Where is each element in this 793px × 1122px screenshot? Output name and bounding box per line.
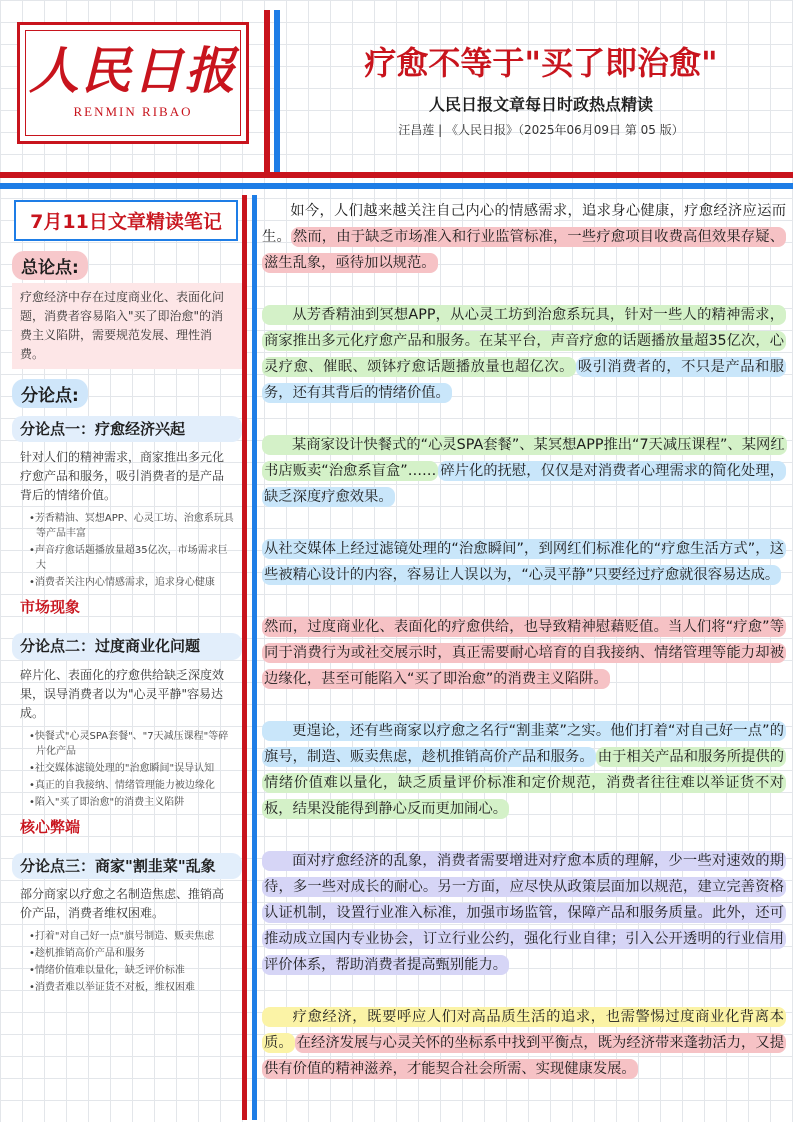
p2-text: 从芳香精油到冥想APP，从心灵工坊到治愈系玩具，针对一些人的精神需求，商家推出多元化疗愈产品和服务。在某平台，声音疗愈的话题播放量超35亿次，心灵疗愈、催眠、颂钵疗愈话题播放量也超亿次。 xyxy=(264,307,784,375)
p6-text: 更遑论，还有些商家以疗愈之名行“割韭菜”之实。他们打着“对自己好一点”的旗号，制造、贩卖焦虑，趁机推销高价产品和服务。 xyxy=(264,723,784,765)
newspaper-logo xyxy=(17,22,249,144)
point-three-bullets xyxy=(12,925,242,995)
p1-intro: 如今，人们越来越关注自己内心的情感需求，追求身心健康，疗愈经济应运而生。 xyxy=(262,203,786,245)
article-paragraph-2 xyxy=(262,302,786,406)
p8-highlight-red: 在经济发展与心灵关怀的坐标系中找到平衡点，既为经济带来蓬勃活力，又提供有价值的精神滋养，才能契合社会所需、实现健康发展。 xyxy=(264,1035,784,1077)
point-two-desc: 碎片化、表面化的疗愈供给缺乏深度效果，误导消费者以为"心灵平静"容易达成。 xyxy=(20,667,225,720)
list-item: •消费者难以举证货不对板，维权困难 xyxy=(29,981,195,993)
point-three-title: 分论点三：商家"割韭菜"乱象 xyxy=(12,853,242,879)
column-divider-blue xyxy=(252,195,257,1120)
p1-highlight: 然而，由于缺乏市场准入和行业监管标准，一些疗愈项目收费高但效果存疑、滋生乱象，亟待加以规范。 xyxy=(264,229,785,271)
column-divider-red xyxy=(242,195,247,1120)
p4-highlight-blue: 从社交媒体上经过滤镜处理的“治愈瞬间”，到网红们标准化的“疗愈生活方式”，这些被精心设计的内容，容易让人误以为，“心灵平静”只要经过疗愈就很容易达成。 xyxy=(264,541,784,583)
list-item: •陷入"买了即治愈"的消费主义陷阱 xyxy=(29,796,185,808)
point-two-bullets xyxy=(12,725,242,810)
article-byline: 汪昌莲 | 《人民日报》（2025年06月09日 第 05 版） xyxy=(398,123,684,138)
article-paragraph-3 xyxy=(262,432,786,510)
p6-highlight-green: 由于相关产品和服务所提供的情绪价值难以量化，缺乏质量评价标准和定价规范，消费者往往难以举证货不对板，结果没能得到静心反而更加闹心。 xyxy=(264,749,785,817)
p5-highlight-red: 然而，过度商业化、表面化的疗愈供给，也导致精神慰藉贬值。当人们将“疗愈”等同于消费行为或社交展示时，真正需要耐心培育的自我接纳、情绪管理等能力却被边缘化，甚至可能陷入“买了即治愈”的消费主义陷阱。 xyxy=(264,619,784,687)
point-one-title: 分论点一：疗愈经济兴起 xyxy=(12,416,242,442)
article-paragraph-7 xyxy=(262,848,786,978)
p3-text: 某商家设计快餐式的“心灵SPA套餐”、某冥想APP推出“7天减压课程”、某网红书店贩卖“治愈系盲盒”…… xyxy=(264,437,785,479)
page-header xyxy=(296,44,786,138)
article-paragraph-6 xyxy=(262,718,786,822)
header-divider-blue xyxy=(274,10,280,174)
notes-column xyxy=(12,200,242,997)
article-paragraph-4 xyxy=(262,536,786,588)
overall-argument-text: 疗愈经济中存在过度商业化、表面化问题，消费者容易陷入"买了即治愈"的消费主义陷阱，需要规范发展、理性消费。 xyxy=(12,283,242,369)
notes-title: 7月11日文章精读笔记 xyxy=(14,200,238,241)
list-item: •打着"对自己好一点"旗号制造、贩卖焦虑 xyxy=(29,930,215,942)
list-item: •快餐式"心灵SPA套餐"、"7天减压课程"等碎片化产品 xyxy=(29,730,229,757)
p7-text: 面对疗愈经济的乱象，消费者需要增进对疗愈本质的理解，少一些对速效的期待，多一些对成长的耐心。另一方面，应尽快从政策层面加以规范，建立完善资格认证机制，设置行业准入标准，加强市场监管，保障产品和服务质量。此外，还可推动成立国内专业协会，订立行业公约，强化行业自律；引入公开透明的行业信用评价体系，帮助消费者提高甄别能力。 xyxy=(264,853,784,973)
p8-text: 疗愈经济，既要呼应人们对高品质生活的追求，也需警惕过度商业化背离本质。 xyxy=(264,1009,784,1051)
point-one-desc: 针对人们的精神需求，商家推出多元化疗愈产品和服务，吸引消费者的是产品背后的情绪价值。 xyxy=(20,450,225,503)
p3-highlight-blue: 碎片化的抚慰，仅仅是对消费者心理需求的简化处理，缺乏深度疗愈效果。 xyxy=(264,463,784,505)
article-paragraph-5 xyxy=(262,614,786,692)
list-item: •情绪价值难以量化，缺乏评价标准 xyxy=(29,964,185,976)
list-item: •趁机推销高价产品和服务 xyxy=(29,947,145,959)
p7-highlight-purple xyxy=(262,851,786,975)
point-two-title: 分论点二：过度商业化问题 xyxy=(12,633,242,659)
page-subtitle: 人民日报文章每日时政热点精读 xyxy=(428,95,653,115)
point-two-tag: 核心弊端 xyxy=(20,817,81,836)
overall-argument-label: 总论点: xyxy=(12,251,88,280)
point-three-desc: 部分商家以疗愈之名制造焦虑、推销高价产品，消费者维权困难。 xyxy=(20,886,225,920)
sub-argument-label: 分论点: xyxy=(12,379,88,408)
header-rule-red xyxy=(0,172,793,178)
article-paragraph-1 xyxy=(262,198,786,276)
p2-highlight-blue: 吸引消费者的，不只是产品和服务，还有其背后的情绪价值。 xyxy=(264,359,784,401)
article-paragraph-8 xyxy=(262,1004,786,1082)
list-item: •声音疗愈话题播放量超35亿次，市场需求巨大 xyxy=(29,545,228,572)
list-item: •消费者关注内心情感需求，追求身心健康 xyxy=(29,577,215,589)
page-title: 疗愈不等于"买了即治愈" xyxy=(364,44,718,82)
point-one-bullets xyxy=(12,507,242,590)
list-item: •社交媒体滤镜处理的"治愈瞬间"误导认知 xyxy=(29,762,215,774)
header-rule-blue xyxy=(0,183,793,189)
list-item: •芳香精油、冥想APP、心灵工坊、治愈系玩具等产品丰富 xyxy=(29,513,234,540)
article-body xyxy=(262,198,786,1108)
logo-english: RENMIN RIBAO xyxy=(73,104,193,119)
list-item: •真正的自我接纳、情绪管理能力被边缘化 xyxy=(29,779,215,791)
logo-chinese: 人民日报 xyxy=(29,41,237,100)
point-one-tag: 市场现象 xyxy=(20,598,81,617)
header-divider-red xyxy=(264,10,270,174)
